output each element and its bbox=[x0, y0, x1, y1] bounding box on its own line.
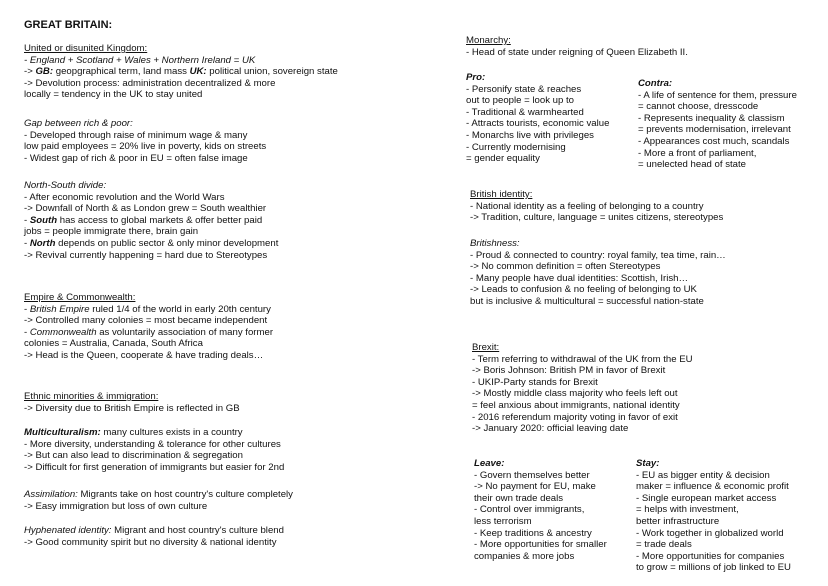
section-contra bbox=[638, 78, 797, 171]
section-kingdom bbox=[24, 43, 338, 101]
identity-line-1: - National identity as a feeling of belonging to a country bbox=[470, 200, 704, 212]
heading-brexit: Brexit: bbox=[472, 342, 500, 353]
section-pro bbox=[466, 72, 609, 165]
stay-line: better infrastructure bbox=[636, 515, 720, 527]
identity-line-2: -> Tradition, culture, language = unites citizens, stereotypes bbox=[470, 212, 724, 224]
gap-line-1: - Developed through raise of minimum wage & many bbox=[24, 129, 248, 141]
text: - bbox=[24, 214, 30, 226]
heading-britishness: Britishness: bbox=[470, 238, 520, 249]
britishness-line-4: -> Leads to confusion & no feeling of belonging to UK bbox=[470, 284, 697, 296]
britishness-line-5: but is inclusive & multicultural = successful nation-state bbox=[470, 295, 704, 307]
stay-line: - Single european market access bbox=[636, 492, 777, 504]
text: - bbox=[24, 303, 30, 315]
section-stay bbox=[636, 458, 791, 574]
empire-line-1 bbox=[24, 304, 273, 316]
stay-line: = helps with investment, bbox=[636, 504, 739, 516]
heading-monarchy: Monarchy: bbox=[466, 35, 511, 46]
section-brexit bbox=[472, 342, 693, 435]
section-ethnic bbox=[24, 391, 240, 414]
contra-line: = unelected head of state bbox=[638, 159, 747, 171]
kingdom-line-1: - England + Scotland + Wales + Northern Ireland = UK bbox=[24, 54, 256, 66]
gap-line-2: low paid employees = 20% live in poverty, kids on streets bbox=[24, 141, 267, 153]
text: Migrants take on host country's culture completely bbox=[77, 489, 293, 500]
section-empire bbox=[24, 292, 273, 362]
britishness-line-1: - Proud & connected to country: royal family, tea time, rain… bbox=[470, 249, 726, 261]
leave-line: - Control over immigrants, bbox=[474, 504, 585, 516]
empire-line-4: colonies = Australia, Canada, South Africa bbox=[24, 338, 203, 350]
contra-line: - Represents inequality & classism bbox=[638, 112, 785, 124]
brexit-line-2: -> Boris Johnson: British PM in favor of Brexit bbox=[472, 365, 666, 377]
kingdom-line-3: -> Devolution process: administration decentralized & more bbox=[24, 77, 276, 89]
britishness-line-3: - Many people have dual identities: Scottish, Irish… bbox=[470, 272, 689, 284]
contra-line: - A life of sentence for them, pressure bbox=[638, 89, 797, 101]
leave-line: -> No payment for EU, make bbox=[474, 481, 596, 493]
multi-line-3: -> Difficult for first generation of immigrants but easier for 2nd bbox=[24, 461, 285, 473]
section-north-south bbox=[24, 180, 278, 261]
brexit-line-5: = feel anxious about immigrants, national identity bbox=[472, 399, 680, 411]
text: political union, sovereign state bbox=[206, 66, 338, 78]
assim-line-1: -> Easy immigration but loss of own culture bbox=[24, 500, 208, 512]
monarchy-line-1: - Head of state under reigning of Queen Elizabeth II. bbox=[466, 46, 688, 58]
text: - bbox=[24, 326, 30, 338]
contra-line: - Appearances cost much, scandals bbox=[638, 135, 790, 147]
stay-line: - More opportunities for companies bbox=[636, 550, 785, 562]
brexit-line-6: - 2016 referendum majority voting in favor of exit bbox=[472, 411, 678, 423]
leave-line: - Keep traditions & ancestry bbox=[474, 527, 592, 539]
contra-line: = cannot choose, dresscode bbox=[638, 101, 759, 113]
empire-line-2: -> Controlled many colonies = most became independent bbox=[24, 315, 268, 327]
heading-gap: Gap between rich & poor: bbox=[24, 118, 133, 129]
text: Migrant and host country's culture blend bbox=[111, 525, 284, 536]
text: -> bbox=[24, 66, 36, 78]
leave-line: their own trade deals bbox=[474, 492, 564, 504]
section-gap bbox=[24, 118, 266, 164]
text: - bbox=[24, 237, 30, 249]
text-bold: UK: bbox=[189, 66, 207, 78]
stay-line: - EU as bigger entity & decision bbox=[636, 469, 770, 481]
text: ruled 1/4 of the world in early 20th century bbox=[89, 303, 271, 315]
contra-line: - More a front of parliament, bbox=[638, 147, 757, 159]
brexit-line-3: - UKIP-Party stands for Brexit bbox=[472, 376, 598, 388]
text-bold: Multiculturalism: bbox=[24, 427, 101, 438]
hyph-line-1: -> Good community spirit but no diversity & national identity bbox=[24, 536, 277, 548]
stay-line: - Work together in globalized world bbox=[636, 527, 784, 539]
section-leave bbox=[474, 458, 607, 562]
heading-stay: Stay: bbox=[636, 458, 660, 469]
gap-line-3: - Widest gap of rich & poor in EU = often false image bbox=[24, 152, 248, 164]
text-bold: North bbox=[29, 237, 56, 249]
text-italic: Commonwealth bbox=[29, 326, 97, 338]
text: depends on public sector & only minor development bbox=[55, 237, 279, 249]
text-italic: British Empire bbox=[29, 303, 90, 315]
kingdom-line-2 bbox=[24, 66, 338, 78]
heading-empire: Empire & Commonwealth: bbox=[24, 292, 136, 303]
leave-line: - More opportunities for smaller bbox=[474, 539, 607, 551]
brexit-line-7: -> January 2020: official leaving date bbox=[472, 423, 629, 435]
text: has access to global markets & offer better paid bbox=[57, 214, 263, 226]
pro-line: - Monarchs live with privileges bbox=[466, 129, 594, 141]
section-multiculturalism bbox=[24, 427, 284, 473]
ns-line-6: -> Revival currently happening = hard due to Stereotypes bbox=[24, 249, 268, 261]
ns-line-2: -> Downfall of North & as London grew = South wealthier bbox=[24, 203, 267, 215]
pro-line: - Currently modernising bbox=[466, 141, 566, 153]
stay-line: maker = influence & economic profit bbox=[636, 481, 789, 493]
multi-line-2: -> But can also lead to discrimination & segregation bbox=[24, 450, 243, 462]
stay-line: = trade deals bbox=[636, 539, 692, 551]
section-hyphenated bbox=[24, 525, 284, 548]
stay-line: to grow = millions of job linked to EU bbox=[636, 562, 791, 574]
heading-contra: Contra: bbox=[638, 78, 673, 89]
heading-assimilation bbox=[24, 489, 293, 501]
brexit-line-4: -> Mostly middle class majority who feels left out bbox=[472, 388, 678, 400]
leave-line: less terrorism bbox=[474, 515, 532, 527]
pro-line: - Personify state & reaches bbox=[466, 83, 582, 95]
empire-line-3 bbox=[24, 327, 273, 339]
text-bold: South bbox=[29, 214, 58, 226]
pro-line: - Attracts tourists, economic value bbox=[466, 118, 610, 130]
multi-line-1: - More diversity, understanding & tolerance for other cultures bbox=[24, 438, 281, 450]
contra-line: = prevents modernisation, irrelevant bbox=[638, 124, 791, 136]
ns-line-1: - After economic revolution and the World Wars bbox=[24, 191, 225, 203]
section-britishness bbox=[470, 238, 726, 308]
text: as voluntarily association of many former bbox=[96, 326, 274, 338]
leave-line: - Govern themselves better bbox=[474, 469, 590, 481]
pro-line: out to people = look up to bbox=[466, 95, 575, 107]
heading-british-identity: British identity: bbox=[470, 189, 533, 200]
heading-leave: Leave: bbox=[474, 458, 505, 469]
text-italic: Hyphenated identity: bbox=[24, 525, 112, 536]
pro-line: = gender equality bbox=[466, 153, 540, 165]
britishness-line-2: -> No common definition = often Stereotypes bbox=[470, 261, 661, 273]
heading-multiculturalism bbox=[24, 427, 284, 439]
heading-kingdom: United or disunited Kingdom: bbox=[24, 43, 148, 54]
ns-line-5 bbox=[24, 238, 278, 250]
heading-hyphenated bbox=[24, 525, 284, 537]
ns-line-4: jobs = people immigrate there, brain gain bbox=[24, 226, 199, 238]
section-monarchy bbox=[466, 35, 688, 58]
pro-line: - Traditional & warmhearted bbox=[466, 106, 584, 118]
text-italic: Assimilation: bbox=[24, 489, 78, 500]
brexit-line-1: - Term referring to withdrawal of the UK from the EU bbox=[472, 353, 693, 365]
text-bold: GB: bbox=[35, 66, 54, 78]
page-title: GREAT BRITAIN: bbox=[24, 19, 113, 31]
empire-line-5: -> Head is the Queen, cooperate & have trading deals… bbox=[24, 349, 264, 361]
text: geopgraphical term, land mass bbox=[53, 66, 190, 78]
ns-line-3 bbox=[24, 215, 278, 227]
ethnic-line-1: -> Diversity due to British Empire is reflected in GB bbox=[24, 402, 240, 414]
heading-pro: Pro: bbox=[466, 72, 486, 83]
text: many cultures exists in a country bbox=[100, 427, 243, 438]
section-british-identity bbox=[470, 189, 723, 224]
kingdom-line-4: locally = tendency in the UK to stay united bbox=[24, 89, 203, 101]
heading-north-south: North-South divide: bbox=[24, 180, 107, 191]
leave-line: companies & more jobs bbox=[474, 550, 575, 562]
section-assimilation bbox=[24, 489, 293, 512]
heading-ethnic: Ethnic minorities & immigration: bbox=[24, 391, 159, 402]
